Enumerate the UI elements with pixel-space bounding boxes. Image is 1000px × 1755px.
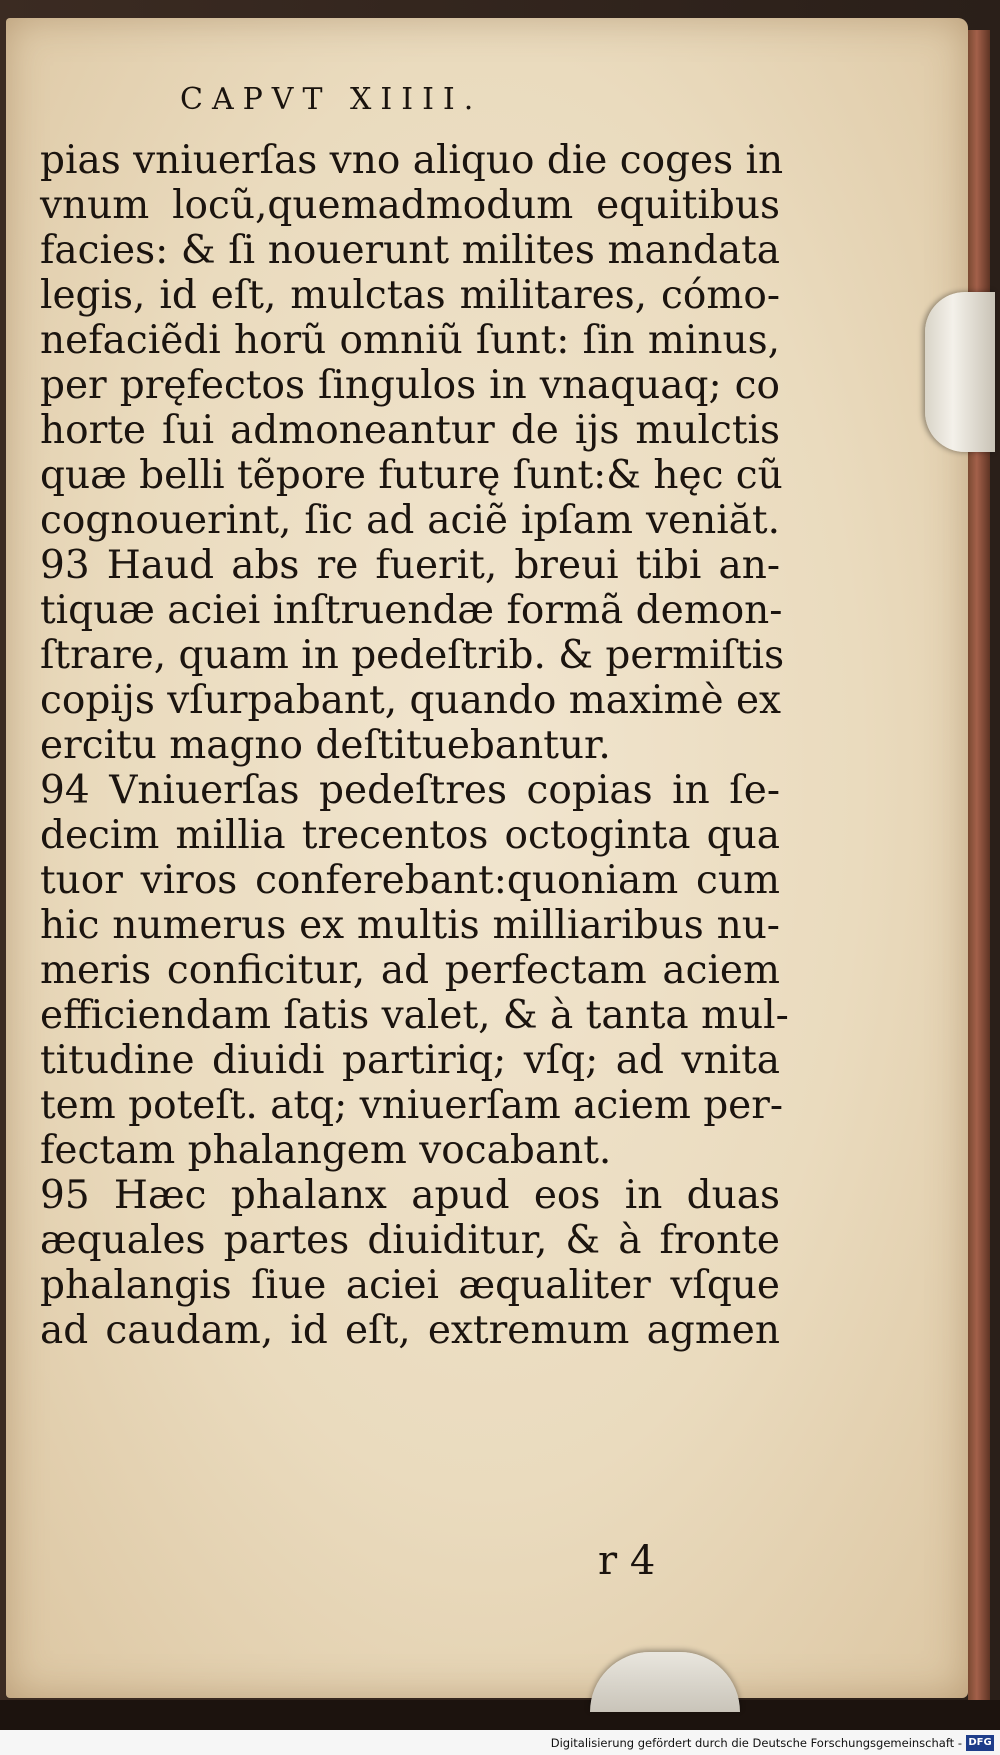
- text-line-4: legis, id eſt, mulctas militares, cómo-: [40, 273, 780, 318]
- text-line-19: meris conficitur, ad perfectam aciem: [40, 948, 780, 993]
- text-line-13: copijs vſurpabant, quando maximè ex: [40, 678, 782, 723]
- text-line-6: per pręfectos ſingulos in vnaquaq; co: [40, 363, 780, 408]
- text-line-26: phalangis ſiue aciei æqualiter vſque: [40, 1263, 780, 1308]
- dfg-logo: DFG: [966, 1735, 994, 1751]
- text-line-11: tiquæ aciei inſtruendæ formã demon-: [40, 588, 783, 633]
- text-line-22: tem poteſt. atq; vniuerſam aciem per-: [40, 1083, 784, 1128]
- glass-clip-right: [925, 292, 995, 452]
- text-line-12: ſtrare, quam in pedeſtrib. & permiſtis: [40, 633, 785, 678]
- text-line-20: efficiendam ſatis valet, & à tanta mul-: [40, 993, 789, 1038]
- text-line-7: horte ſui admoneantur de ijs mulctis: [40, 408, 780, 453]
- text-line-16: decim millia trecentos octoginta qua: [40, 813, 780, 858]
- text-line-14: ercitu magno deſtituebantur.: [40, 723, 611, 768]
- text-line-18: hic numerus ex multis milliaribus nu-: [40, 903, 780, 948]
- text-line-23: fectam phalangem vocabant.: [40, 1128, 612, 1173]
- page-bottom-shadow: [0, 1700, 1000, 1730]
- text-line-8: quæ belli tẽpore futurę ſunt:& hęc cũ: [40, 453, 783, 498]
- text-line-15: 94 Vniuerſas pedeſtres copias in ſe-: [40, 768, 780, 813]
- text-line-17: tuor viros conferebant:quoniam cum: [40, 858, 780, 903]
- signature-mark: r 4: [598, 1538, 656, 1584]
- text-line-2: vnum locũ,quemadmodum equitibus: [40, 183, 780, 228]
- text-line-25: æquales partes diuiditur, & à fronte: [40, 1218, 780, 1263]
- funding-credit: Digitalisierung gefördert durch die Deutsche Forschungsgemeinschaft -: [550, 1736, 962, 1750]
- book-edge: [968, 30, 990, 1710]
- body-text: [40, 138, 789, 1353]
- text-line-5: nefaciẽdi horũ omniũ ſunt: ſin minus,: [40, 318, 780, 363]
- text-line-27: ad caudam, id eſt, extremum agmen: [40, 1308, 780, 1353]
- text-line-3: facies: & ſi nouerunt milites mandata: [40, 228, 780, 273]
- text-line-10: 93 Haud abs re fuerit, breui tibi an-: [40, 543, 780, 588]
- text-line-1: pias vniuerſas vno aliquo die coges in: [40, 138, 784, 183]
- text-line-9: cognouerint, ſic ad aciẽ ipſam veniăt.: [40, 498, 780, 543]
- text-line-21: titudine diuidi partiriq; vſq; ad vnita: [40, 1038, 780, 1083]
- running-header: CAPVT XIIII.: [180, 82, 483, 117]
- text-line-24: 95 Hæc phalanx apud eos in duas: [40, 1173, 780, 1218]
